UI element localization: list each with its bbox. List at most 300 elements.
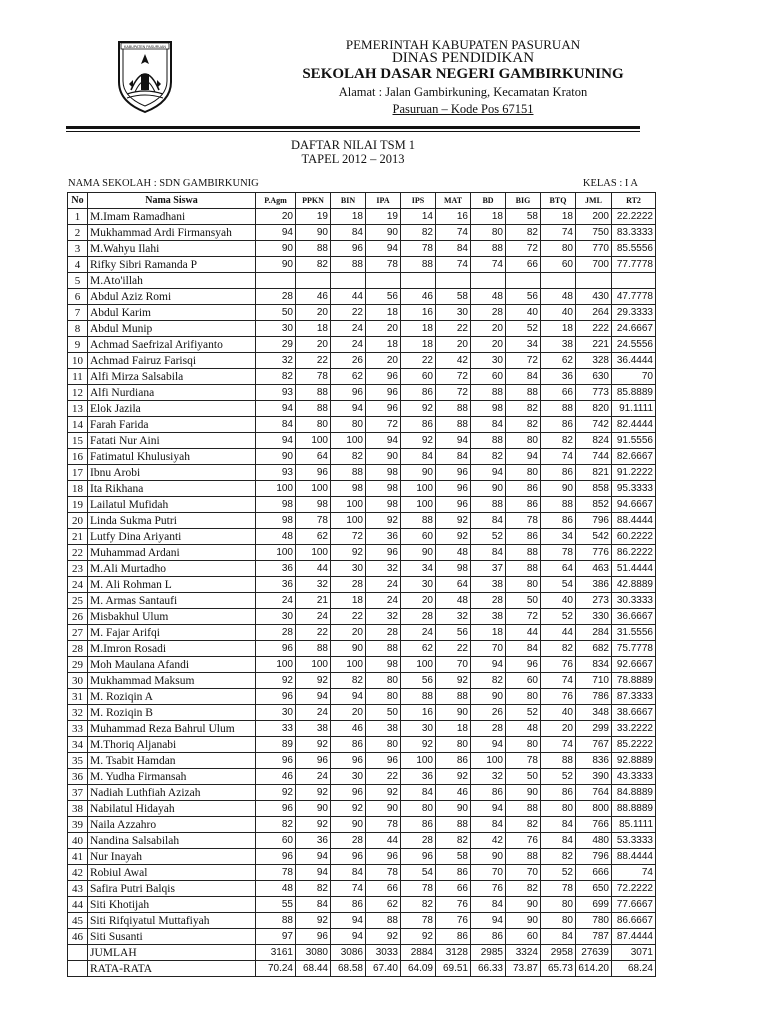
score-pagm: 92 <box>256 673 296 689</box>
table-row <box>68 241 656 257</box>
score-rt2 <box>612 273 656 289</box>
score-mat: 42 <box>436 353 471 369</box>
score-rt2: 78.8889 <box>612 673 656 689</box>
score-ips: 18 <box>401 321 436 337</box>
score-mat: 88 <box>436 417 471 433</box>
table-row <box>68 689 656 705</box>
score-rt2: 91.2222 <box>612 465 656 481</box>
score-bin: 30 <box>331 769 366 785</box>
score-rt2: 82.6667 <box>612 449 656 465</box>
row-number: 6 <box>68 289 88 305</box>
document-title: DAFTAR NILAI TSM 1 <box>290 138 416 152</box>
row-number: 40 <box>68 833 88 849</box>
score-big: 88 <box>506 801 541 817</box>
score-big: 70 <box>506 865 541 881</box>
score-pagm: 90 <box>256 241 296 257</box>
score-ips: 92 <box>401 401 436 417</box>
score-bd: 84 <box>471 513 506 529</box>
score-jml: 699 <box>576 897 612 913</box>
row-number: 4 <box>68 257 88 273</box>
score-btq: 54 <box>541 577 576 593</box>
score-bd: 100 <box>471 753 506 769</box>
score-pagm: 100 <box>256 545 296 561</box>
score-rt2: 95.3333 <box>612 481 656 497</box>
logo-banner-text: KABUPATEN PASURUAN <box>124 45 166 49</box>
score-ips: 30 <box>401 577 436 593</box>
table-row <box>68 545 656 561</box>
score-mat: 58 <box>436 849 471 865</box>
score-btq: 82 <box>541 849 576 865</box>
score-ips: 34 <box>401 561 436 577</box>
score-btq: 74 <box>541 225 576 241</box>
score-btq: 38 <box>541 337 576 353</box>
row-number: 35 <box>68 753 88 769</box>
table-row <box>68 849 656 865</box>
score-ppkn: 21 <box>296 593 331 609</box>
score-btq: 18 <box>541 209 576 225</box>
score-pagm: 28 <box>256 625 296 641</box>
table-row <box>68 529 656 545</box>
score-jml: 630 <box>576 369 612 385</box>
score-ips: 28 <box>401 609 436 625</box>
summary-ips: 2884 <box>401 945 436 961</box>
score-rt2: 51.4444 <box>612 561 656 577</box>
score-rt2: 43.3333 <box>612 769 656 785</box>
score-bin: 88 <box>331 465 366 481</box>
score-jml: 700 <box>576 257 612 273</box>
table-row <box>68 417 656 433</box>
score-bd: 42 <box>471 833 506 849</box>
score-pagm: 100 <box>256 657 296 673</box>
score-big: 90 <box>506 913 541 929</box>
score-btq: 64 <box>541 561 576 577</box>
score-jml: 330 <box>576 609 612 625</box>
student-name: Ibnu Arobi <box>88 465 256 481</box>
score-bd: 30 <box>471 353 506 369</box>
score-jml: 766 <box>576 817 612 833</box>
score-ppkn: 92 <box>296 785 331 801</box>
score-pagm: 82 <box>256 369 296 385</box>
table-row <box>68 865 656 881</box>
score-mat: 22 <box>436 641 471 657</box>
score-ips: 28 <box>401 833 436 849</box>
score-bin: 94 <box>331 401 366 417</box>
score-btq: 88 <box>541 401 576 417</box>
score-ipa: 90 <box>366 225 401 241</box>
score-pagm: 29 <box>256 337 296 353</box>
score-ipa: 78 <box>366 817 401 833</box>
score-pagm: 96 <box>256 801 296 817</box>
score-bd: 86 <box>471 929 506 945</box>
score-btq: 80 <box>541 801 576 817</box>
score-jml: 821 <box>576 465 612 481</box>
score-ipa: 36 <box>366 529 401 545</box>
score-ipa <box>366 273 401 289</box>
score-rt2: 94.6667 <box>612 497 656 513</box>
score-rt2: 53.3333 <box>612 833 656 849</box>
score-ips: 16 <box>401 705 436 721</box>
score-jml: 348 <box>576 705 612 721</box>
score-pagm: 98 <box>256 513 296 529</box>
col-header-btq: BTQ <box>541 193 576 209</box>
score-bin: 96 <box>331 785 366 801</box>
score-bd: 84 <box>471 417 506 433</box>
score-bin: 30 <box>331 561 366 577</box>
score-btq: 20 <box>541 721 576 737</box>
row-number: 18 <box>68 481 88 497</box>
score-pagm: 48 <box>256 881 296 897</box>
score-ppkn: 22 <box>296 625 331 641</box>
row-number: 42 <box>68 865 88 881</box>
student-name: M.Ato'illah <box>88 273 256 289</box>
score-ppkn: 82 <box>296 881 331 897</box>
empty-cell <box>68 961 88 977</box>
score-jml: 200 <box>576 209 612 225</box>
score-jml <box>576 273 612 289</box>
score-bd: 88 <box>471 433 506 449</box>
score-big: 88 <box>506 385 541 401</box>
table-row <box>68 673 656 689</box>
score-pagm: 84 <box>256 417 296 433</box>
score-mat: 86 <box>436 753 471 769</box>
student-name: Lutfy Dina Ariyanti <box>88 529 256 545</box>
score-btq: 88 <box>541 753 576 769</box>
col-header-name: Nama Siswa <box>88 193 256 209</box>
row-number: 38 <box>68 801 88 817</box>
score-bin: 86 <box>331 737 366 753</box>
student-name: Fatimatul Khulusiyah <box>88 449 256 465</box>
score-ipa: 20 <box>366 321 401 337</box>
score-btq: 18 <box>541 321 576 337</box>
score-bin: 90 <box>331 817 366 833</box>
score-pagm: 90 <box>256 449 296 465</box>
table-row <box>68 801 656 817</box>
row-number: 14 <box>68 417 88 433</box>
score-ppkn: 82 <box>296 257 331 273</box>
row-number: 3 <box>68 241 88 257</box>
score-mat: 96 <box>436 465 471 481</box>
student-name: Rifky Sibri Ramanda P <box>88 257 256 273</box>
student-name: Muhammad Reza Bahrul Ulum <box>88 721 256 737</box>
score-bd: 32 <box>471 769 506 785</box>
score-pagm: 33 <box>256 721 296 737</box>
score-mat: 98 <box>436 561 471 577</box>
score-ips: 84 <box>401 449 436 465</box>
score-rt2: 87.4444 <box>612 929 656 945</box>
score-mat: 90 <box>436 801 471 817</box>
score-bd: 90 <box>471 481 506 497</box>
score-btq: 82 <box>541 641 576 657</box>
row-number: 11 <box>68 369 88 385</box>
score-jml: 542 <box>576 529 612 545</box>
score-rt2: 77.7778 <box>612 257 656 273</box>
score-bd: 28 <box>471 721 506 737</box>
score-btq: 86 <box>541 785 576 801</box>
score-ppkn: 88 <box>296 385 331 401</box>
score-mat: 46 <box>436 785 471 801</box>
score-ppkn: 24 <box>296 769 331 785</box>
row-number: 46 <box>68 929 88 945</box>
score-jml: 650 <box>576 881 612 897</box>
score-big: 72 <box>506 241 541 257</box>
score-btq: 86 <box>541 417 576 433</box>
score-bin: 96 <box>331 241 366 257</box>
score-bin: 24 <box>331 337 366 353</box>
score-rt2: 85.2222 <box>612 737 656 753</box>
score-ipa: 96 <box>366 401 401 417</box>
student-name: Abdul Munip <box>88 321 256 337</box>
score-bin: 100 <box>331 497 366 513</box>
score-ipa: 96 <box>366 753 401 769</box>
table-row <box>68 497 656 513</box>
score-btq: 76 <box>541 657 576 673</box>
score-bd: 88 <box>471 241 506 257</box>
score-bd: 60 <box>471 369 506 385</box>
score-ppkn: 94 <box>296 865 331 881</box>
score-mat: 64 <box>436 577 471 593</box>
score-pagm: 90 <box>256 257 296 273</box>
score-jml: 682 <box>576 641 612 657</box>
score-bd: 28 <box>471 593 506 609</box>
score-mat: 94 <box>436 433 471 449</box>
score-pagm: 96 <box>256 753 296 769</box>
table-row <box>68 289 656 305</box>
row-number: 44 <box>68 897 88 913</box>
score-pagm: 20 <box>256 209 296 225</box>
row-number: 17 <box>68 465 88 481</box>
student-name: Nandina Salsabilah <box>88 833 256 849</box>
table-row <box>68 625 656 641</box>
score-jml: 750 <box>576 225 612 241</box>
score-ipa: 94 <box>366 433 401 449</box>
score-mat: 86 <box>436 865 471 881</box>
score-rt2: 85.8889 <box>612 385 656 401</box>
score-btq: 52 <box>541 865 576 881</box>
score-rt2: 87.3333 <box>612 689 656 705</box>
score-big: 88 <box>506 849 541 865</box>
score-btq: 62 <box>541 353 576 369</box>
score-rt2: 85.1111 <box>612 817 656 833</box>
score-mat: 88 <box>436 689 471 705</box>
score-big: 88 <box>506 545 541 561</box>
score-pagm: 55 <box>256 897 296 913</box>
score-ppkn: 24 <box>296 609 331 625</box>
col-header-ppkn: PPKN <box>296 193 331 209</box>
score-pagm: 96 <box>256 641 296 657</box>
student-name: Siti Susanti <box>88 929 256 945</box>
score-ppkn: 32 <box>296 577 331 593</box>
score-btq: 40 <box>541 593 576 609</box>
student-name: M.Imam Ramadhani <box>88 209 256 225</box>
score-big: 58 <box>506 209 541 225</box>
student-name: Abdul Karim <box>88 305 256 321</box>
score-rt2: 82.4444 <box>612 417 656 433</box>
score-bd: 94 <box>471 737 506 753</box>
row-number: 16 <box>68 449 88 465</box>
student-name: M.Thoriq Aljanabi <box>88 737 256 753</box>
score-mat: 72 <box>436 369 471 385</box>
row-number: 22 <box>68 545 88 561</box>
score-pagm: 28 <box>256 289 296 305</box>
score-big: 84 <box>506 369 541 385</box>
summary-pagm: 70.24 <box>256 961 296 977</box>
row-number: 45 <box>68 913 88 929</box>
row-number: 10 <box>68 353 88 369</box>
score-jml: 796 <box>576 849 612 865</box>
score-big: 60 <box>506 929 541 945</box>
score-bd: 20 <box>471 321 506 337</box>
score-btq: 66 <box>541 385 576 401</box>
score-ipa: 88 <box>366 913 401 929</box>
score-rt2: 86.2222 <box>612 545 656 561</box>
summary-big: 3324 <box>506 945 541 961</box>
score-ips: 100 <box>401 481 436 497</box>
score-ips: 92 <box>401 433 436 449</box>
score-ipa: 56 <box>366 289 401 305</box>
score-big: 80 <box>506 737 541 753</box>
row-number: 8 <box>68 321 88 337</box>
score-bd: 88 <box>471 385 506 401</box>
score-pagm: 30 <box>256 705 296 721</box>
student-name: Farah Farida <box>88 417 256 433</box>
student-name: Ita Rikhana <box>88 481 256 497</box>
score-rt2: 74 <box>612 865 656 881</box>
summary-ipa: 3033 <box>366 945 401 961</box>
score-ppkn: 62 <box>296 529 331 545</box>
score-mat: 20 <box>436 337 471 353</box>
score-ipa: 96 <box>366 849 401 865</box>
score-bd: 70 <box>471 865 506 881</box>
score-mat: 48 <box>436 593 471 609</box>
row-number: 27 <box>68 625 88 641</box>
score-ips: 100 <box>401 497 436 513</box>
row-number: 1 <box>68 209 88 225</box>
score-big: 86 <box>506 481 541 497</box>
score-ips: 54 <box>401 865 436 881</box>
score-mat: 80 <box>436 737 471 753</box>
score-jml: 480 <box>576 833 612 849</box>
score-btq: 78 <box>541 545 576 561</box>
score-jml: 824 <box>576 433 612 449</box>
score-btq: 36 <box>541 369 576 385</box>
score-bd: 94 <box>471 657 506 673</box>
score-ips: 88 <box>401 689 436 705</box>
score-mat: 56 <box>436 625 471 641</box>
score-bin: 22 <box>331 305 366 321</box>
score-ipa: 98 <box>366 481 401 497</box>
score-rt2: 88.8889 <box>612 801 656 817</box>
score-btq: 80 <box>541 241 576 257</box>
score-ppkn: 92 <box>296 737 331 753</box>
score-bd: 76 <box>471 881 506 897</box>
score-big: 80 <box>506 433 541 449</box>
student-name: M. Roziqin A <box>88 689 256 705</box>
score-mat: 84 <box>436 241 471 257</box>
score-big: 90 <box>506 785 541 801</box>
score-mat: 18 <box>436 721 471 737</box>
score-mat: 90 <box>436 705 471 721</box>
student-name: Robiul Awal <box>88 865 256 881</box>
score-bd: 88 <box>471 497 506 513</box>
row-number: 33 <box>68 721 88 737</box>
student-name: Moh Maulana Afandi <box>88 657 256 673</box>
score-big: 82 <box>506 225 541 241</box>
empty-cell <box>68 945 88 961</box>
table-row <box>68 353 656 369</box>
score-ppkn: 100 <box>296 657 331 673</box>
score-jml: 710 <box>576 673 612 689</box>
score-ppkn: 24 <box>296 705 331 721</box>
score-pagm: 97 <box>256 929 296 945</box>
student-name: M.Wahyu Ilahi <box>88 241 256 257</box>
score-bin: 94 <box>331 929 366 945</box>
score-jml: 390 <box>576 769 612 785</box>
score-mat: 92 <box>436 673 471 689</box>
score-mat: 48 <box>436 545 471 561</box>
score-bin: 82 <box>331 449 366 465</box>
score-bin: 22 <box>331 609 366 625</box>
score-big: 44 <box>506 625 541 641</box>
score-pagm: 94 <box>256 433 296 449</box>
score-bd: 82 <box>471 673 506 689</box>
score-bin: 72 <box>331 529 366 545</box>
score-rt2: 88.4444 <box>612 849 656 865</box>
summary-label: JUMLAH <box>88 945 256 961</box>
row-number: 23 <box>68 561 88 577</box>
summary-rt2: 3071 <box>612 945 656 961</box>
school-label: NAMA SEKOLAH : SDN GAMBIRKUNIG <box>68 178 259 189</box>
score-ips: 96 <box>401 849 436 865</box>
header-rule-thin <box>66 131 640 132</box>
table-row <box>68 737 656 753</box>
summary-rt2: 68.24 <box>612 961 656 977</box>
score-ipa: 80 <box>366 737 401 753</box>
score-ppkn: 44 <box>296 561 331 577</box>
score-btq: 88 <box>541 497 576 513</box>
score-ppkn: 38 <box>296 721 331 737</box>
row-number: 5 <box>68 273 88 289</box>
table-row <box>68 609 656 625</box>
score-bd: 28 <box>471 305 506 321</box>
summary-pagm: 3161 <box>256 945 296 961</box>
score-jml: 744 <box>576 449 612 465</box>
score-bd: 94 <box>471 465 506 481</box>
score-bin: 62 <box>331 369 366 385</box>
col-header-rt2: RT2 <box>612 193 656 209</box>
score-rt2: 92.6667 <box>612 657 656 673</box>
header-row <box>68 193 656 209</box>
score-rt2: 30.3333 <box>612 593 656 609</box>
table-row <box>68 321 656 337</box>
score-ips: 84 <box>401 785 436 801</box>
summary-bin: 3086 <box>331 945 366 961</box>
score-ppkn: 88 <box>296 401 331 417</box>
table-row <box>68 657 656 673</box>
score-jml: 221 <box>576 337 612 353</box>
score-mat: 84 <box>436 449 471 465</box>
table-row <box>68 273 656 289</box>
student-name: Nabilatul Hidayah <box>88 801 256 817</box>
score-bin: 20 <box>331 625 366 641</box>
row-number: 36 <box>68 769 88 785</box>
summary-ppkn: 3080 <box>296 945 331 961</box>
score-bin: 46 <box>331 721 366 737</box>
table-row <box>68 705 656 721</box>
score-jml: 742 <box>576 417 612 433</box>
score-btq: 84 <box>541 929 576 945</box>
score-btq: 52 <box>541 769 576 785</box>
row-number: 29 <box>68 657 88 673</box>
